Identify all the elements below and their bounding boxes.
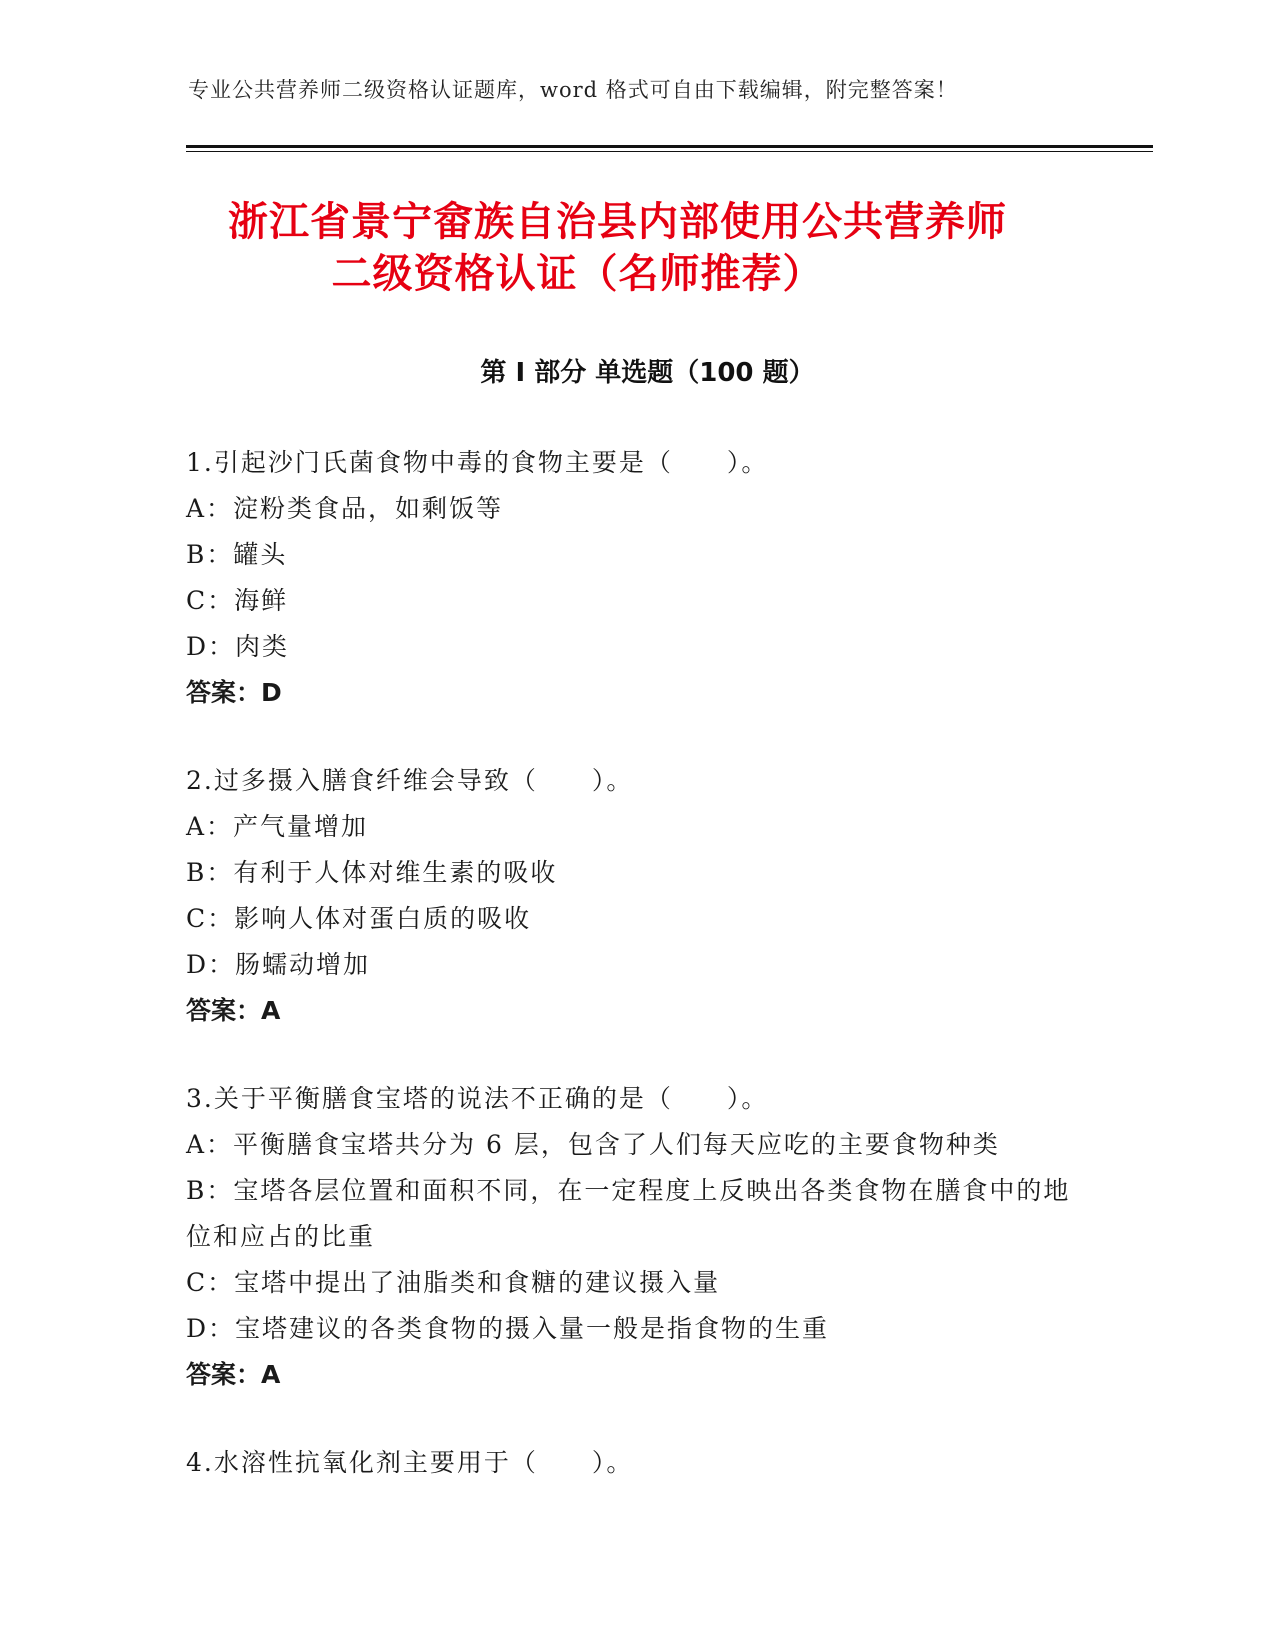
option-c: C：海鲜 [186, 586, 289, 615]
question-list [186, 440, 1086, 1528]
question-stem: 4.水溶性抗氧化剂主要用于（ ）。 [186, 1448, 634, 1477]
question-stem: 1.引起沙门氏菌食物中毒的食物主要是（ ）。 [186, 448, 769, 477]
option-a: A：产气量增加 [186, 812, 369, 841]
option-a: A：淀粉类食品，如剩饭等 [186, 494, 504, 523]
answer: 答案：A [186, 1360, 281, 1389]
question-2 [186, 758, 1086, 1034]
option-d: D：宝塔建议的各类食物的摄入量一般是指食物的生重 [186, 1314, 830, 1343]
title-line-1: 浙江省景宁畲族自治县内部使用公共营养师 [228, 199, 1007, 245]
question-3 [186, 1076, 1086, 1398]
option-c: C：影响人体对蛋白质的吸收 [186, 904, 532, 933]
question-stem: 3.关于平衡膳食宝塔的说法不正确的是（ ）。 [186, 1084, 769, 1113]
page-header: 专业公共营养师二级资格认证题库，word 格式可自由下载编辑，附完整答案！ [188, 78, 958, 102]
header-rule-thin [186, 151, 1153, 152]
option-b: B：罐头 [186, 540, 288, 569]
option-d: D：肉类 [186, 632, 290, 661]
header-rule-thick [186, 145, 1153, 148]
question-4 [186, 1440, 1086, 1486]
option-c: C：宝塔中提出了油脂类和食糖的建议摄入量 [186, 1268, 721, 1297]
option-b: B：有利于人体对维生素的吸收 [186, 858, 558, 887]
option-d: D：肠蠕动增加 [186, 950, 371, 979]
title-line-2: 二级资格认证（名师推荐） [331, 251, 824, 297]
answer: 答案：A [186, 996, 281, 1025]
option-a: A：平衡膳食宝塔共分为 6 层，包含了人们每天应吃的主要食物种类 [186, 1130, 1000, 1159]
question-1 [186, 440, 1086, 716]
document-title [0, 196, 1275, 300]
answer: 答案：D [186, 678, 282, 707]
option-b: B：宝塔各层位置和面积不同，在一定程度上反映出各类食物在膳食中的地位和应占的比重 [186, 1176, 1071, 1251]
question-stem: 2.过多摄入膳食纤维会导致（ ）。 [186, 766, 634, 795]
section-heading: 第 I 部分 单选题（100 题） [480, 358, 815, 388]
